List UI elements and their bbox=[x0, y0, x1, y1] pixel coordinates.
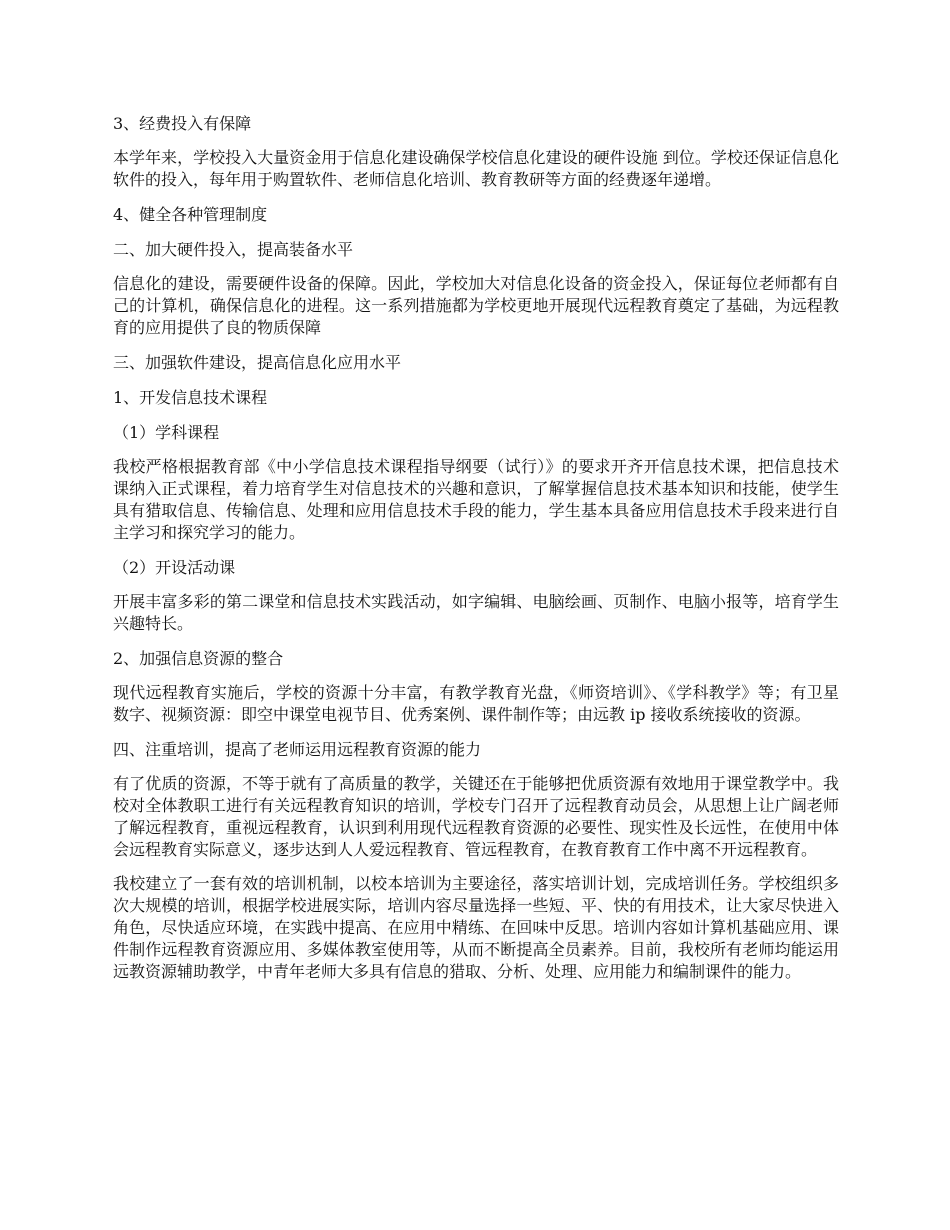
section-heading-software: 三、加强软件建设，提高信息化应用水平 bbox=[113, 353, 402, 372]
section-heading-subject-course: （1）学科课程 bbox=[113, 423, 220, 442]
section-heading-training: 四、注重培训，提高了老师运用远程教育资源的能力 bbox=[113, 740, 482, 759]
section-heading-hardware: 二、加大硬件投入，提高装备水平 bbox=[113, 240, 354, 259]
section-heading-activity-course: （2）开设活动课 bbox=[113, 558, 236, 577]
paragraph-funding: 本学年来，学校投入大量资金用于信息化建设确保学校信息化建设的硬件设施 到位。学校还保证信息化软件的投入，每年用于购置软件、老师信息化培训、教育教研等方面的经费逐年递增。 bbox=[113, 148, 839, 189]
paragraph-resources: 现代远程教育实施后，学校的资源十分丰富，有教学教育光盘，《师资培训》、《学科教学》等；有卫星数字、视频资源：即空中课堂电视节目、优秀案例、课件制作等；由远教 ip 接收系统接收的资源。 bbox=[113, 683, 839, 724]
paragraph-activity-course: 开展丰富多彩的第二课堂和信息技术实践活动，如字编辑、电脑绘画、页制作、电脑小报等，培育学生兴趣特长。 bbox=[113, 592, 839, 633]
paragraph-training-2: 我校建立了一套有效的培训机制，以校本培训为主要途径，落实培训计划，完成培训任务。学校组织多次大规模的培训，根据学校进展实际，培训内容尽量选择一些短、平、快的有用技术，让大家尽快进入角色，尽快适应环境，在实践中提高、在应用中精练、在回味中反思。培训内容如计算机基础应用、课件制作远程教育资源应用、多媒体教室使用等，从而不断提高全员素养。目前，我校所有老师均能运用远教资源辅助教学，中青年老师大多具有信息的猎取、分析、处理、应用能力和编制课件的能力。 bbox=[113, 874, 839, 981]
section-heading-management: 4、健全各种管理制度 bbox=[113, 205, 268, 224]
paragraph-subject-course: 我校严格根据教育部《中小学信息技术课程指导纲要（试行）》的要求开齐开信息技术课，把信息技术课纳入正式课程，着力培育学生对信息技术的兴趣和意识，了解掌握信息技术基本知识和技能，使学生具有猎取信息、传输信息、处理和应用信息技术手段的能力，学生基本具备应用信息技术手段来进行自主学习和探究学习的能力。 bbox=[113, 457, 839, 542]
section-heading-funding: 3、经费投入有保障 bbox=[113, 114, 252, 133]
document-page bbox=[113, 112, 839, 995]
paragraph-hardware: 信息化的建设，需要硬件设备的保障。因此，学校加大对信息化设备的资金投入，保证每位老师都有自己的计算机，确保信息化的进程。这一系列措施都为学校更地开展现代远程教育奠定了基础，为远程教育的应用提供了良的物质保障 bbox=[113, 274, 839, 337]
paragraph-training-1: 有了优质的资源，不等于就有了高质量的教学，关键还在于能够把优质资源有效地用于课堂教学中。我校对全体教职工进行有关远程教育知识的培训，学校专门召开了远程教育动员会，从思想上让广阔老师了解远程教育，重视远程教育，认识到利用现代远程教育资源的必要性、现实性及长远性，在使用中体会远程教育实际意义，逐步达到人人爱远程教育、管远程教育，在教育教育工作中离不开远程教育。 bbox=[113, 774, 839, 859]
section-heading-resources: 2、加强信息资源的整合 bbox=[113, 649, 284, 668]
section-heading-course: 1、开发信息技术课程 bbox=[113, 388, 268, 407]
